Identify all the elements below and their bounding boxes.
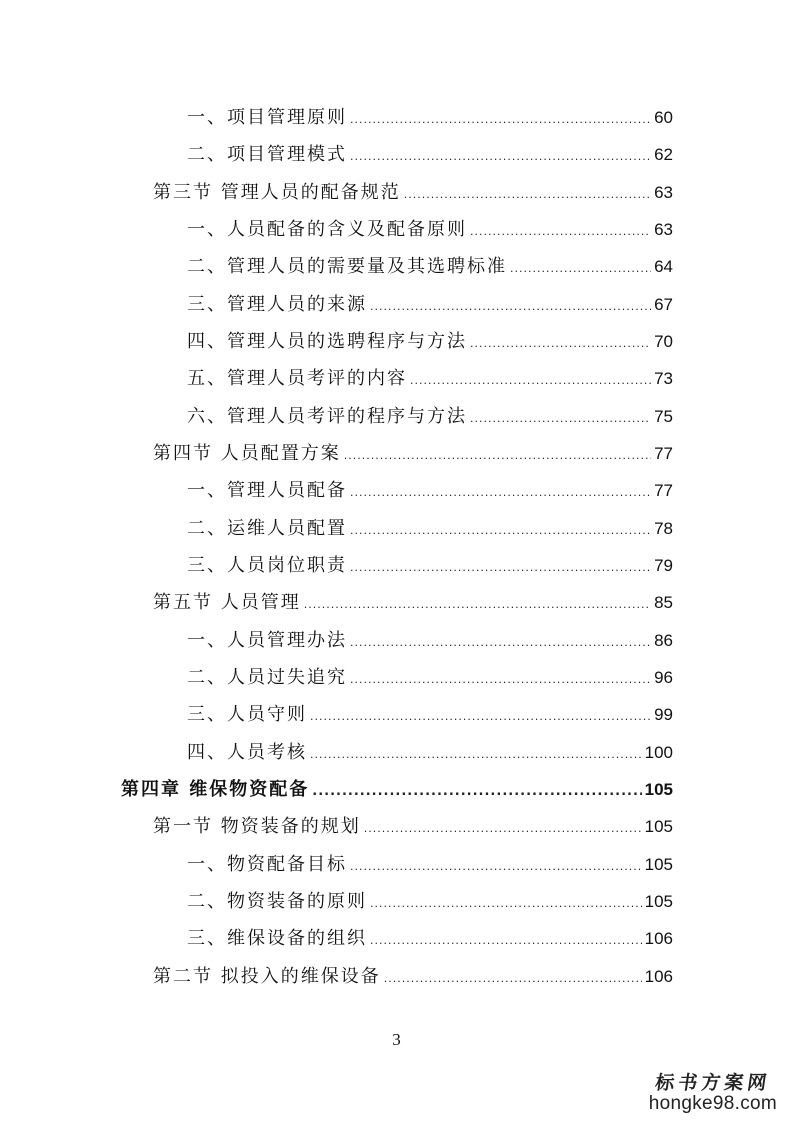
toc-entry-page: 78 xyxy=(654,519,673,538)
dot-leader xyxy=(470,217,651,247)
toc-entry-title: 第四章 维保物资配备 xyxy=(121,779,310,800)
toc-entry-title: 一、物资配备目标 xyxy=(187,854,347,875)
toc-entry[interactable] xyxy=(187,850,673,880)
toc-entry-title: 三、人员守则 xyxy=(187,704,307,725)
dot-leader xyxy=(350,516,651,546)
toc-entry-title: 六、管理人员考评的程序与方法 xyxy=(187,406,467,427)
toc-entry-page: 62 xyxy=(654,145,673,164)
dot-leader xyxy=(350,553,651,583)
toc-entry[interactable] xyxy=(153,439,673,469)
toc-entry-title: 三、管理人员的来源 xyxy=(187,294,367,315)
toc-entry-title: 二、管理人员的需要量及其选聘标准 xyxy=(187,256,507,277)
toc-entry-title: 第一节 物资装备的规划 xyxy=(153,816,361,837)
toc-entry-title: 一、人员配备的含义及配备原则 xyxy=(187,219,467,240)
dot-leader xyxy=(370,889,642,919)
toc-entry-title: 第三节 管理人员的配备规范 xyxy=(153,182,401,203)
toc-entry[interactable] xyxy=(187,364,673,394)
dot-leader xyxy=(350,852,642,882)
toc-entry[interactable] xyxy=(187,476,673,506)
dot-leader xyxy=(470,329,651,359)
toc-entry[interactable] xyxy=(187,103,673,133)
dot-leader xyxy=(370,926,642,956)
toc-entry[interactable] xyxy=(153,588,673,618)
dot-leader xyxy=(350,105,651,135)
toc-entry-title: 四、管理人员的选聘程序与方法 xyxy=(187,331,467,352)
toc-entry-title: 五、管理人员考评的内容 xyxy=(187,368,407,389)
watermark-title: 标书方案网 xyxy=(653,1072,772,1094)
toc-entry-page: 60 xyxy=(654,108,673,127)
toc-entry-title: 第五节 人员管理 xyxy=(153,592,301,613)
toc-entry-title: 四、人员考核 xyxy=(187,742,307,763)
toc-entry-page: 73 xyxy=(654,369,673,388)
dot-leader xyxy=(350,628,651,658)
toc-entry[interactable] xyxy=(187,402,673,432)
toc-entry-page: 79 xyxy=(654,556,673,575)
toc-entry[interactable] xyxy=(187,924,673,954)
toc-entry-title: 一、项目管理原则 xyxy=(187,107,347,128)
toc-entry[interactable] xyxy=(187,887,673,917)
page-number: 3 xyxy=(392,1030,401,1049)
toc-entry[interactable] xyxy=(187,514,673,544)
toc-entry-page: 99 xyxy=(654,705,673,724)
dot-leader xyxy=(410,366,651,396)
toc-entry[interactable] xyxy=(187,551,673,581)
toc-entry[interactable] xyxy=(121,775,673,805)
toc-entry-page: 105 xyxy=(644,855,673,874)
dot-leader xyxy=(312,777,641,807)
dot-leader xyxy=(310,702,651,732)
toc-entry-page: 106 xyxy=(644,967,673,986)
toc-entry-title: 三、人员岗位职责 xyxy=(187,555,347,576)
toc-entry-page: 77 xyxy=(654,444,673,463)
toc-entry[interactable] xyxy=(187,290,673,320)
toc-entry-title: 一、管理人员配备 xyxy=(187,480,347,501)
toc-entry-title: 第二节 拟投入的维保设备 xyxy=(153,966,381,987)
toc-entry[interactable] xyxy=(153,178,673,208)
toc-entry[interactable] xyxy=(187,700,673,730)
toc-entry-title: 一、人员管理办法 xyxy=(187,630,347,651)
toc-entry-page: 63 xyxy=(654,220,673,239)
toc-entry-page: 77 xyxy=(654,481,673,500)
toc-entry-page: 64 xyxy=(654,257,673,276)
toc-entry-title: 二、运维人员配置 xyxy=(187,518,347,539)
toc-entry[interactable] xyxy=(187,738,673,768)
dot-leader xyxy=(350,142,651,172)
toc-entry[interactable] xyxy=(153,962,673,992)
toc-entry[interactable] xyxy=(187,327,673,357)
toc-entry-page: 70 xyxy=(654,332,673,351)
dot-leader xyxy=(384,964,642,994)
toc-entry-page: 63 xyxy=(654,183,673,202)
toc-entry-page: 75 xyxy=(654,407,673,426)
toc-entry[interactable] xyxy=(187,215,673,245)
dot-leader xyxy=(510,254,651,284)
toc-entry[interactable] xyxy=(187,663,673,693)
dot-leader xyxy=(364,814,642,844)
toc-entry-title: 二、人员过失追究 xyxy=(187,667,347,688)
toc-entry-page: 86 xyxy=(654,631,673,650)
watermark-url: hongke98.com xyxy=(648,1093,777,1114)
dot-leader xyxy=(350,478,651,508)
toc-entry-title: 二、项目管理模式 xyxy=(187,144,347,165)
dot-leader xyxy=(344,441,651,471)
dot-leader xyxy=(470,404,651,434)
toc-entry[interactable] xyxy=(153,812,673,842)
toc-entry-page: 105 xyxy=(644,892,673,911)
toc-entry[interactable] xyxy=(187,626,673,656)
dot-leader xyxy=(350,665,651,695)
dot-leader xyxy=(310,740,642,770)
toc-entry-title: 第四节 人员配置方案 xyxy=(153,443,341,464)
toc-entry-page: 100 xyxy=(644,743,673,762)
toc-entry-page: 67 xyxy=(654,295,673,314)
toc-entry-title: 三、维保设备的组织 xyxy=(187,928,367,949)
site-watermark xyxy=(649,1068,777,1115)
dot-leader xyxy=(404,180,651,210)
dot-leader xyxy=(370,292,651,322)
toc-entry[interactable] xyxy=(187,252,673,282)
toc-entry-page: 85 xyxy=(654,593,673,612)
toc-entry-page: 105 xyxy=(644,780,673,799)
dot-leader xyxy=(304,590,651,620)
toc-entry-page: 96 xyxy=(654,668,673,687)
toc-entry-title: 二、物资装备的原则 xyxy=(187,891,367,912)
toc-entry-page: 106 xyxy=(644,929,673,948)
toc-entry[interactable] xyxy=(187,140,673,170)
toc-entry-page: 105 xyxy=(644,817,673,836)
